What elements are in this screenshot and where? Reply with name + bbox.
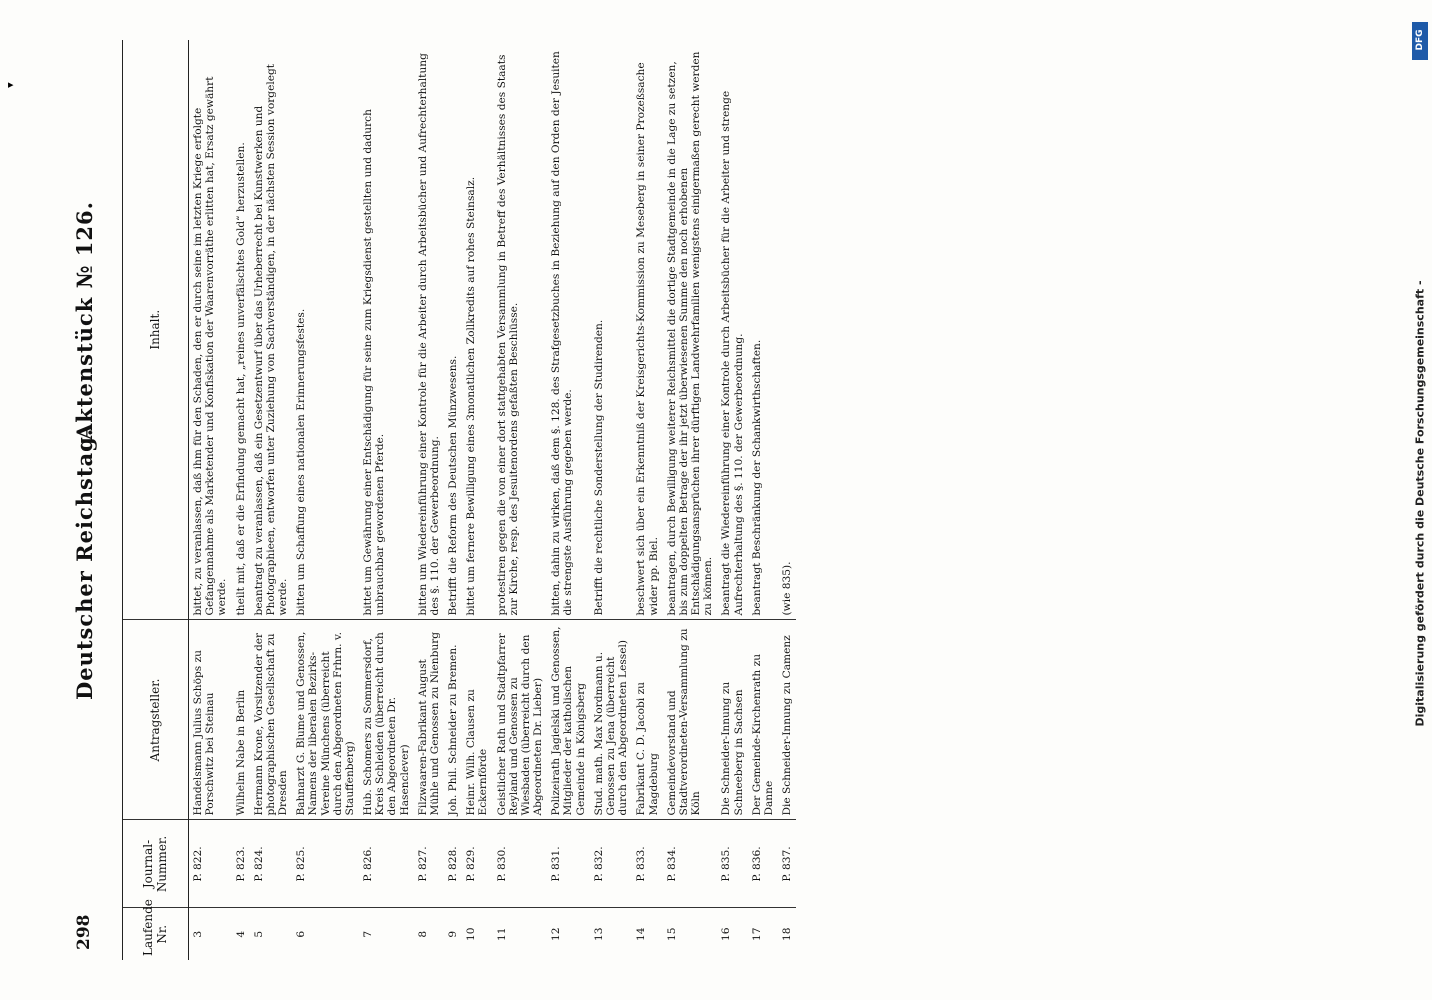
journal-number: P. 825. xyxy=(292,820,359,908)
column-header-journal: Journal-Nummer. xyxy=(123,820,189,908)
petitioner: Fabrikant C. D. Jacobi zu Magdeburg xyxy=(632,620,662,820)
petition-content: beantragen, durch Bewilligung weiterer Reichsmittel die dortige Stadtgemeinde in die Lage zu setzen, bis zum doppelten Betrage der ihr jetzt überwiesenen Summe den noch erhobenen Entschädigungsansprüchen ihrer dürftigen Landwehrfamilien wenigstens einigermaßen gerecht werden zu können. xyxy=(663,40,718,620)
row-number: 7 xyxy=(362,930,375,938)
petitioner: Die Schneider-Innung zu Schneeberg in Sachsen xyxy=(717,620,747,820)
petition-content: bitten, dahin zu wirken, daß dem §. 128. des Strafgesetzbuches in Beziehung auf den Orden der Jesuiten die strengste Ausführung gegeben werde. xyxy=(547,40,590,620)
journal-number: P. 837. xyxy=(778,820,796,908)
document-title: Aktenstück № 126. xyxy=(72,201,97,440)
petitioner: Polizeirath Jagielski und Genossen, Mitglieder der katholischen Gemeinde in Königsberg xyxy=(547,620,590,820)
journal-number: P. 829. xyxy=(462,820,492,908)
row-number: 11 xyxy=(495,927,508,941)
row-number: 10 xyxy=(465,927,478,941)
table-row xyxy=(748,40,778,960)
dfg-logo: DFG xyxy=(1412,22,1428,60)
row-number: 12 xyxy=(550,927,563,941)
table-row xyxy=(590,40,633,960)
petition-content: protestiren gegen die von einer dort stattgehabten Versammlung in Betreff des Verhältnisses des Staats zur Kirche, resp. des Jesuitenordens gefaßten Beschlüsse. xyxy=(493,40,548,620)
table-row xyxy=(414,40,444,960)
journal-number: P. 824. xyxy=(250,820,293,908)
petitioner: Stud. math. Max Nordmann u. Genossen zu Jena (überreicht durch den Abgeordneten Lessel) xyxy=(590,620,633,820)
page-header xyxy=(36,40,116,960)
column-header-inhalt: Inhalt. xyxy=(123,40,189,620)
page-number: 298 xyxy=(74,914,94,950)
dfg-credit-strip xyxy=(1410,20,1430,990)
petitioner: Hub. Schomers zu Sommersdorf, Kreis Schleiden (überreicht durch den Abgeordneten Dr. Hasenclever) xyxy=(359,620,414,820)
journal-number: P. 832. xyxy=(590,820,633,908)
page-marker: ▸ xyxy=(8,78,14,91)
journal-number: P. 831. xyxy=(547,820,590,908)
row-number: 9 xyxy=(447,930,460,938)
petitioner: Filzwaaren-Fabrikant August Mühle und Genossen zu Nienburg xyxy=(414,620,444,820)
table-row xyxy=(493,40,548,960)
row-number: 13 xyxy=(592,927,605,941)
petition-content: bittet um Gewährung einer Entschädigung für seine zum Kriegsdienst gestellten und dadurch unbrauchbar gewordenen Pferde. xyxy=(359,40,414,620)
table-row xyxy=(189,40,232,960)
publication-title: Deutscher Reichstag. xyxy=(72,427,97,700)
journal-number: P. 826. xyxy=(359,820,414,908)
journal-number: P. 822. xyxy=(189,820,232,908)
table-row xyxy=(292,40,359,960)
dfg-credit-text: Digitalisierung gefördert durch die Deutsche Forschungsgemeinschaft - xyxy=(1413,280,1427,727)
row-number: 17 xyxy=(750,927,763,941)
table-row xyxy=(359,40,414,960)
row-number: 14 xyxy=(635,927,648,941)
journal-number: P. 823. xyxy=(232,820,250,908)
table-row xyxy=(717,40,747,960)
journal-number: P. 830. xyxy=(493,820,548,908)
petitioner: Hermann Krone, Vorsitzender der photographischen Gesellschaft zu Dresden xyxy=(250,620,293,820)
petition-table xyxy=(122,40,796,960)
table-row xyxy=(778,40,796,960)
journal-number: P. 833. xyxy=(632,820,662,908)
row-number: 18 xyxy=(781,927,794,941)
petition-content: beantragt die Wiedereinführung einer Kontrole durch Arbeitsbücher für die Arbeiter und strenge Aufrechterhaltung des §. 110. der Gewerbeordnung. xyxy=(717,40,747,620)
row-number: 8 xyxy=(416,930,429,938)
column-header-lfd: Laufende Nr. xyxy=(123,908,189,960)
petition-content: (wie 835). xyxy=(778,40,796,620)
journal-number: P. 827. xyxy=(414,820,444,908)
petitioner: Handelsmann Julius Schöps zu Porschwitz bei Steinau xyxy=(189,620,232,820)
row-number: 15 xyxy=(665,927,678,941)
table-body xyxy=(189,40,797,960)
petition-content: beantragt Beschränkung der Schankwirthschaften. xyxy=(748,40,778,620)
petitioner: Wilhelm Nabe in Berlin xyxy=(232,620,250,820)
petitioner: Bahnarzt G. Blume und Genossen, Namens der liberalen Bezirks-Vereine Münchens (überreicht durch den Abgeordneten Frhrn. v. Stauffenberg) xyxy=(292,620,359,820)
column-header-antragsteller: Antragsteller. xyxy=(123,620,189,820)
petition-content: bitten um Schaffung eines nationalen Erinnerungsfestes. xyxy=(292,40,359,620)
petition-content: beschwert sich über ein Erkenntniß der Kreisgerichts-Kommission zu Meseberg in seiner Prozeßsache wider pp. Biel. xyxy=(632,40,662,620)
petitioner: Gemeindevorstand und Stadtverordneten-Versammlung zu Köln xyxy=(663,620,718,820)
petition-content: theilt mit, daß er die Erfindung gemacht hat, „reines unverfälschtes Gold“ herzustellen. xyxy=(232,40,250,620)
journal-number: P. 836. xyxy=(748,820,778,908)
journal-number: P. 834. xyxy=(663,820,718,908)
table-row xyxy=(663,40,718,960)
petitioner: Die Schneider-Innung zu Camenz xyxy=(778,620,796,820)
table-row xyxy=(547,40,590,960)
petition-content: bitten um Wiedereinführung einer Kontrole für die Arbeiter durch Arbeitsbücher und Aufrechterhaltung des §. 110. der Gewerbeordnung. xyxy=(414,40,444,620)
petition-content: bittet um fernere Bewilligung eines 3monatlichen Zollkredits auf rohes Steinsalz. xyxy=(462,40,492,620)
table-row xyxy=(444,40,462,960)
row-number: 16 xyxy=(720,927,733,941)
table-row xyxy=(632,40,662,960)
rotated-document xyxy=(36,40,1396,960)
table-row xyxy=(462,40,492,960)
petition-content: beantragt zu veranlassen, daß ein Gesetzentwurf über das Urheberrecht bei Kunstwerken und Photographieen, entworfen unter Zuziehung von Sachverständigen, in der nächsten Session vorgelegt werde. xyxy=(250,40,293,620)
table-row xyxy=(250,40,293,960)
petition-content: Betrifft die rechtliche Sonderstellung der Studirenden. xyxy=(590,40,633,620)
row-number: 4 xyxy=(234,930,247,938)
row-number: 6 xyxy=(295,930,308,938)
journal-number: P. 835. xyxy=(717,820,747,908)
journal-number: P. 828. xyxy=(444,820,462,908)
table-header-row xyxy=(123,40,189,960)
petition-content: bittet, zu veranlassen, daß ihm für den Schaden, den er durch seine im letzten Kriege erfolgte Gefangennahme als Marketender und Konfiskation der Waarenvorräthe erlitten hat, Ersatz gewährt werde. xyxy=(189,40,232,620)
row-number: 5 xyxy=(252,930,265,938)
petitioner: Joh. Phil. Schneider zu Bremen. xyxy=(444,620,462,820)
table-row xyxy=(232,40,250,960)
petitioner: Heinr. Wilh. Clausen zu Eckernförde xyxy=(462,620,492,820)
petition-content: Betrifft die Reform des Deutschen Münzwesens. xyxy=(444,40,462,620)
petitioner: Der Gemeinde-Kirchenrath zu Danne xyxy=(748,620,778,820)
row-number: 3 xyxy=(192,930,204,938)
petitioner: Geistlicher Rath und Stadtpfarrer Reyland und Genossen zu Wiesbaden (überreicht durch den Abgeordneten Dr. Lieber) xyxy=(493,620,548,820)
